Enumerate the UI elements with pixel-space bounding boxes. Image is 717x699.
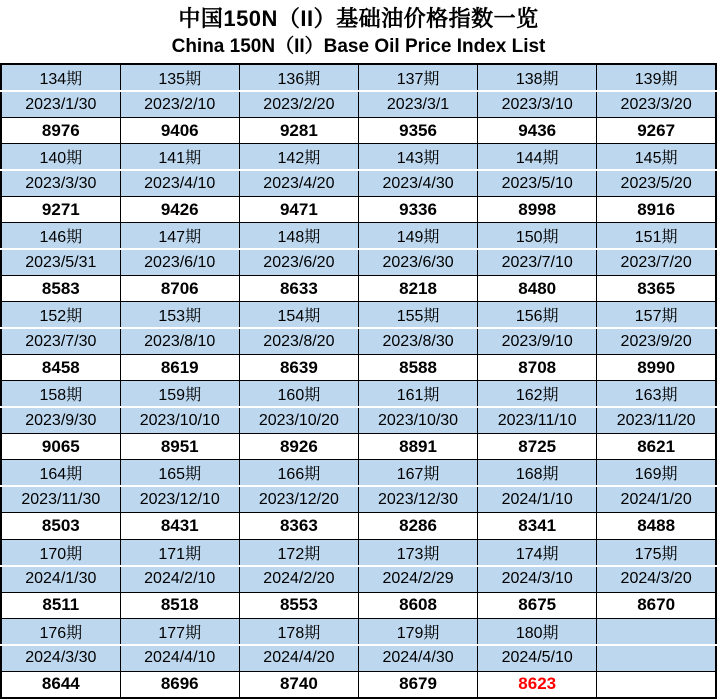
price-row: [1, 592, 716, 618]
period-cell: 135期: [120, 64, 239, 91]
period-cell: 143期: [358, 144, 477, 171]
period-row: [1, 618, 716, 645]
period-cell: 139期: [597, 64, 716, 91]
period-cell: 136期: [239, 64, 358, 91]
date-cell: 2023/4/20: [239, 170, 358, 197]
date-cell: 2023/9/10: [478, 328, 597, 355]
price-cell: 8218: [358, 276, 477, 302]
period-cell: 157期: [597, 302, 716, 329]
period-cell: 161期: [358, 381, 477, 408]
date-row: [1, 249, 716, 276]
price-cell: 8706: [120, 276, 239, 302]
period-cell: 160期: [239, 381, 358, 408]
page-title-zh: 中国150N（II）基础油价格指数一览: [178, 5, 539, 31]
price-table-body: [1, 64, 716, 698]
price-cell: 9267: [597, 118, 716, 144]
price-cell: 8675: [478, 592, 597, 618]
price-cell: 8976: [1, 118, 120, 144]
period-cell: 146期: [1, 223, 120, 250]
date-cell: 2023/2/20: [239, 91, 358, 118]
period-row: [1, 144, 716, 171]
period-cell: 179期: [358, 618, 477, 645]
period-cell: 153期: [120, 302, 239, 329]
date-cell: 2024/2/20: [239, 566, 358, 593]
date-row: [1, 407, 716, 434]
price-row: [1, 434, 716, 460]
price-cell: 8503: [1, 513, 120, 539]
date-cell: 2024/3/30: [1, 645, 120, 672]
price-cell: 9065: [1, 434, 120, 460]
date-cell: 2023/9/20: [597, 328, 716, 355]
price-cell: 8588: [358, 355, 477, 381]
price-cell: 8363: [239, 513, 358, 539]
price-cell: 8644: [1, 671, 120, 698]
period-cell: 151期: [597, 223, 716, 250]
date-row: [1, 170, 716, 197]
price-cell: 9336: [358, 197, 477, 223]
price-cell: 8619: [120, 355, 239, 381]
period-cell: 149期: [358, 223, 477, 250]
date-cell: 2023/5/31: [1, 249, 120, 276]
period-row: [1, 460, 716, 487]
date-cell: 2023/11/10: [478, 407, 597, 434]
period-cell: 165期: [120, 460, 239, 487]
date-row: [1, 566, 716, 593]
price-cell: 8990: [597, 355, 716, 381]
period-cell: 137期: [358, 64, 477, 91]
period-cell: [597, 618, 716, 645]
price-cell: 9406: [120, 118, 239, 144]
date-cell: 2023/8/10: [120, 328, 239, 355]
price-cell: 8341: [478, 513, 597, 539]
period-cell: 167期: [358, 460, 477, 487]
date-cell: 2023/3/10: [478, 91, 597, 118]
date-cell: 2023/12/10: [120, 486, 239, 513]
price-cell: 8639: [239, 355, 358, 381]
price-cell: 9426: [120, 197, 239, 223]
period-row: [1, 64, 716, 91]
date-cell: 2023/3/1: [358, 91, 477, 118]
price-cell: 9271: [1, 197, 120, 223]
price-cell: 8998: [478, 197, 597, 223]
price-cell: 8553: [239, 592, 358, 618]
price-cell: 8725: [478, 434, 597, 460]
price-cell: 8365: [597, 276, 716, 302]
date-cell: 2024/4/30: [358, 645, 477, 672]
date-cell: 2023/6/20: [239, 249, 358, 276]
period-cell: 158期: [1, 381, 120, 408]
period-cell: 145期: [597, 144, 716, 171]
page-title-en: China 150N（II）Base Oil Price Index List: [171, 35, 546, 57]
date-cell: 2023/6/10: [120, 249, 239, 276]
period-cell: 144期: [478, 144, 597, 171]
price-cell: 8633: [239, 276, 358, 302]
period-cell: 156期: [478, 302, 597, 329]
date-cell: 2023/3/30: [1, 170, 120, 197]
price-cell: 8621: [597, 434, 716, 460]
date-cell: 2023/1/30: [1, 91, 120, 118]
period-cell: 171期: [120, 539, 239, 566]
period-cell: 152期: [1, 302, 120, 329]
price-row: [1, 513, 716, 539]
period-cell: 172期: [239, 539, 358, 566]
price-cell: [597, 671, 716, 698]
date-cell: 2023/8/20: [239, 328, 358, 355]
period-cell: 176期: [1, 618, 120, 645]
page-header: [0, 0, 717, 63]
period-cell: 173期: [358, 539, 477, 566]
period-cell: 163期: [597, 381, 716, 408]
period-cell: 147期: [120, 223, 239, 250]
date-cell: 2023/4/30: [358, 170, 477, 197]
price-cell: 8511: [1, 592, 120, 618]
period-cell: 180期: [478, 618, 597, 645]
period-cell: 134期: [1, 64, 120, 91]
date-cell: 2023/11/20: [597, 407, 716, 434]
period-row: [1, 302, 716, 329]
price-row: [1, 197, 716, 223]
period-cell: 138期: [478, 64, 597, 91]
period-cell: 178期: [239, 618, 358, 645]
date-cell: 2024/4/20: [239, 645, 358, 672]
price-cell: 8951: [120, 434, 239, 460]
period-cell: 155期: [358, 302, 477, 329]
date-cell: 2023/8/30: [358, 328, 477, 355]
date-cell: 2024/3/20: [597, 566, 716, 593]
price-cell: 8458: [1, 355, 120, 381]
period-cell: 170期: [1, 539, 120, 566]
date-cell: 2023/5/20: [597, 170, 716, 197]
price-cell: 8623: [478, 671, 597, 698]
date-cell: 2023/10/20: [239, 407, 358, 434]
price-cell: 8891: [358, 434, 477, 460]
date-cell: 2024/1/10: [478, 486, 597, 513]
period-cell: 148期: [239, 223, 358, 250]
date-cell: 2023/7/20: [597, 249, 716, 276]
price-table: [0, 63, 717, 699]
date-cell: 2023/5/10: [478, 170, 597, 197]
date-cell: 2023/7/30: [1, 328, 120, 355]
date-cell: 2023/12/20: [239, 486, 358, 513]
price-cell: 9436: [478, 118, 597, 144]
period-cell: 164期: [1, 460, 120, 487]
period-cell: 175期: [597, 539, 716, 566]
price-cell: 8431: [120, 513, 239, 539]
date-cell: 2024/4/10: [120, 645, 239, 672]
price-row: [1, 355, 716, 381]
price-cell: 8696: [120, 671, 239, 698]
price-cell: 8583: [1, 276, 120, 302]
period-cell: 169期: [597, 460, 716, 487]
date-row: [1, 645, 716, 672]
date-cell: 2023/4/10: [120, 170, 239, 197]
price-cell: 8708: [478, 355, 597, 381]
price-cell: 9356: [358, 118, 477, 144]
date-row: [1, 328, 716, 355]
date-cell: 2023/9/30: [1, 407, 120, 434]
price-cell: 8916: [597, 197, 716, 223]
price-cell: 9471: [239, 197, 358, 223]
price-cell: 8926: [239, 434, 358, 460]
date-cell: 2023/2/10: [120, 91, 239, 118]
price-cell: 8480: [478, 276, 597, 302]
price-cell: 8740: [239, 671, 358, 698]
period-cell: 142期: [239, 144, 358, 171]
date-cell: [597, 645, 716, 672]
date-cell: 2023/6/30: [358, 249, 477, 276]
date-cell: 2023/7/10: [478, 249, 597, 276]
price-cell: 8518: [120, 592, 239, 618]
date-row: [1, 91, 716, 118]
period-row: [1, 539, 716, 566]
price-cell: 8286: [358, 513, 477, 539]
price-cell: 8679: [358, 671, 477, 698]
period-cell: 159期: [120, 381, 239, 408]
date-cell: 2024/5/10: [478, 645, 597, 672]
price-row: [1, 118, 716, 144]
date-row: [1, 486, 716, 513]
period-cell: 174期: [478, 539, 597, 566]
price-cell: 9281: [239, 118, 358, 144]
price-cell: 8488: [597, 513, 716, 539]
period-cell: 168期: [478, 460, 597, 487]
date-cell: 2023/12/30: [358, 486, 477, 513]
date-cell: 2023/10/10: [120, 407, 239, 434]
price-row: [1, 276, 716, 302]
period-cell: 166期: [239, 460, 358, 487]
period-cell: 162期: [478, 381, 597, 408]
date-cell: 2024/1/30: [1, 566, 120, 593]
date-cell: 2023/10/30: [358, 407, 477, 434]
date-cell: 2024/1/20: [597, 486, 716, 513]
date-cell: 2024/3/10: [478, 566, 597, 593]
period-cell: 140期: [1, 144, 120, 171]
price-row: [1, 671, 716, 698]
price-cell: 8608: [358, 592, 477, 618]
price-cell: 8670: [597, 592, 716, 618]
date-cell: 2024/2/10: [120, 566, 239, 593]
date-cell: 2024/2/29: [358, 566, 477, 593]
period-row: [1, 223, 716, 250]
date-cell: 2023/3/20: [597, 91, 716, 118]
period-cell: 177期: [120, 618, 239, 645]
date-cell: 2023/11/30: [1, 486, 120, 513]
period-cell: 150期: [478, 223, 597, 250]
period-cell: 141期: [120, 144, 239, 171]
period-cell: 154期: [239, 302, 358, 329]
period-row: [1, 381, 716, 408]
